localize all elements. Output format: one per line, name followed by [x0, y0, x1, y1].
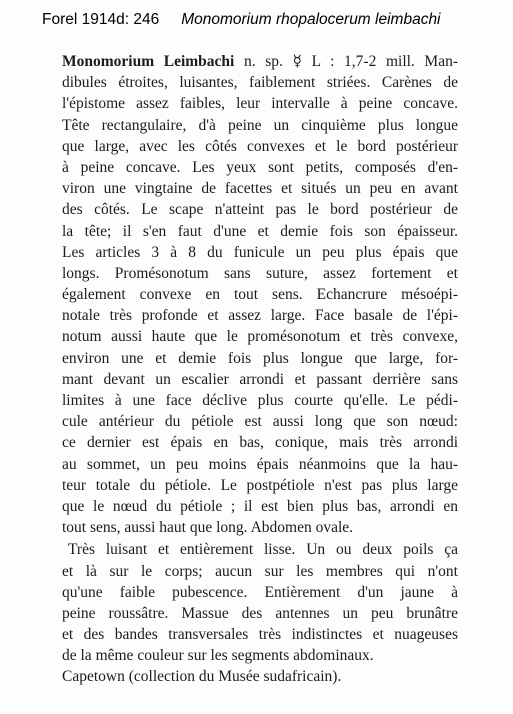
text-line: que large, avec les côtés convexes et le bord postérieur [62, 137, 458, 155]
text-line: au sommet, un peu moins épais néanmoins que la hau- [62, 455, 458, 473]
text-line: notale très profonde et assez large. Face basale de l'épi- [62, 307, 458, 325]
text-line: Tête rectangulaire, d'à peine un cinquième plus longue [62, 116, 458, 134]
text-line: et là sur le corps; aucun sur les membres qui n'ont [62, 562, 458, 580]
text-line: et des bandes transversales très indistinctes et nuageuses [62, 626, 458, 644]
text-line: ce dernier est épais en bas, conique, mais très arrondi [62, 434, 458, 452]
text-line: à peine concave. Les yeux sont petits, composés d'en- [62, 158, 458, 176]
text-line: Les articles 3 à 8 du funicule un peu plus épais que [62, 243, 458, 261]
text-line [62, 51, 458, 72]
text-line: l'épistome assez faibles, leur intervalle à peine concave. [62, 95, 458, 113]
description-text [62, 51, 458, 688]
text-line: également convexe en tout sens. Echancrure mésoépi- [62, 286, 458, 304]
text-line: cule antérieur du pétiole est aussi long que son nœud: [62, 413, 458, 431]
text-line: longs. Promésonotum sans suture, assez fortement et [62, 264, 458, 282]
text-line: mant devant un escalier arrondi et passant derrière sans [62, 370, 458, 388]
text-line: viron une vingtaine de facettes et situés un peu en avant [62, 180, 458, 198]
text-line: teur totale du pétiole. Le postpétiole n'est pas plus large [62, 476, 458, 494]
text-line: de la même couleur sur les segments abdominaux. [62, 647, 374, 665]
taxon-name: Monomorium Leimbachi [62, 53, 235, 70]
page-header [42, 11, 441, 29]
text-line: Très luisant et entièrement lisse. Un ou deux poils ça [68, 541, 458, 559]
locality-line: Capetown (collection du Musée sudafricain). [62, 668, 342, 686]
taxon-line-rest: n. sp. ☿ L : 1,7-2 mill. Man- [243, 53, 458, 70]
text-line: la tête; il s'en faut d'une et demie fois son épaisseur. [62, 222, 458, 240]
species-name: Monomorium rhopalocerum leimbachi [181, 11, 441, 28]
text-line: dibules étroites, luisantes, faiblement striées. Carènes de [62, 74, 458, 92]
text-line: peine roussâtre. Massue des antennes un peu brunâtre [62, 604, 458, 622]
text-line: environ une et demie fois plus longue que large, for- [62, 349, 458, 367]
text-line: qu'une faible pubescence. Entièrement d'un jaune à [62, 583, 458, 601]
text-line: tout sens, aussi haut que long. Abdomen ovale. [62, 519, 354, 537]
text-line: limites à une face déclive plus courte qu'elle. Le pédi- [62, 392, 458, 409]
text-line: notum aussi haute que le promésonotum et très convexe, [62, 328, 458, 346]
text-line: que le nœud du pétiole ; il est bien plus bas, arrondi en [62, 497, 458, 515]
text-line: des côtés. Le scape n'atteint pas le bord postérieur de [62, 201, 458, 219]
citation-reference: Forel 1914d: 246 [42, 11, 160, 28]
